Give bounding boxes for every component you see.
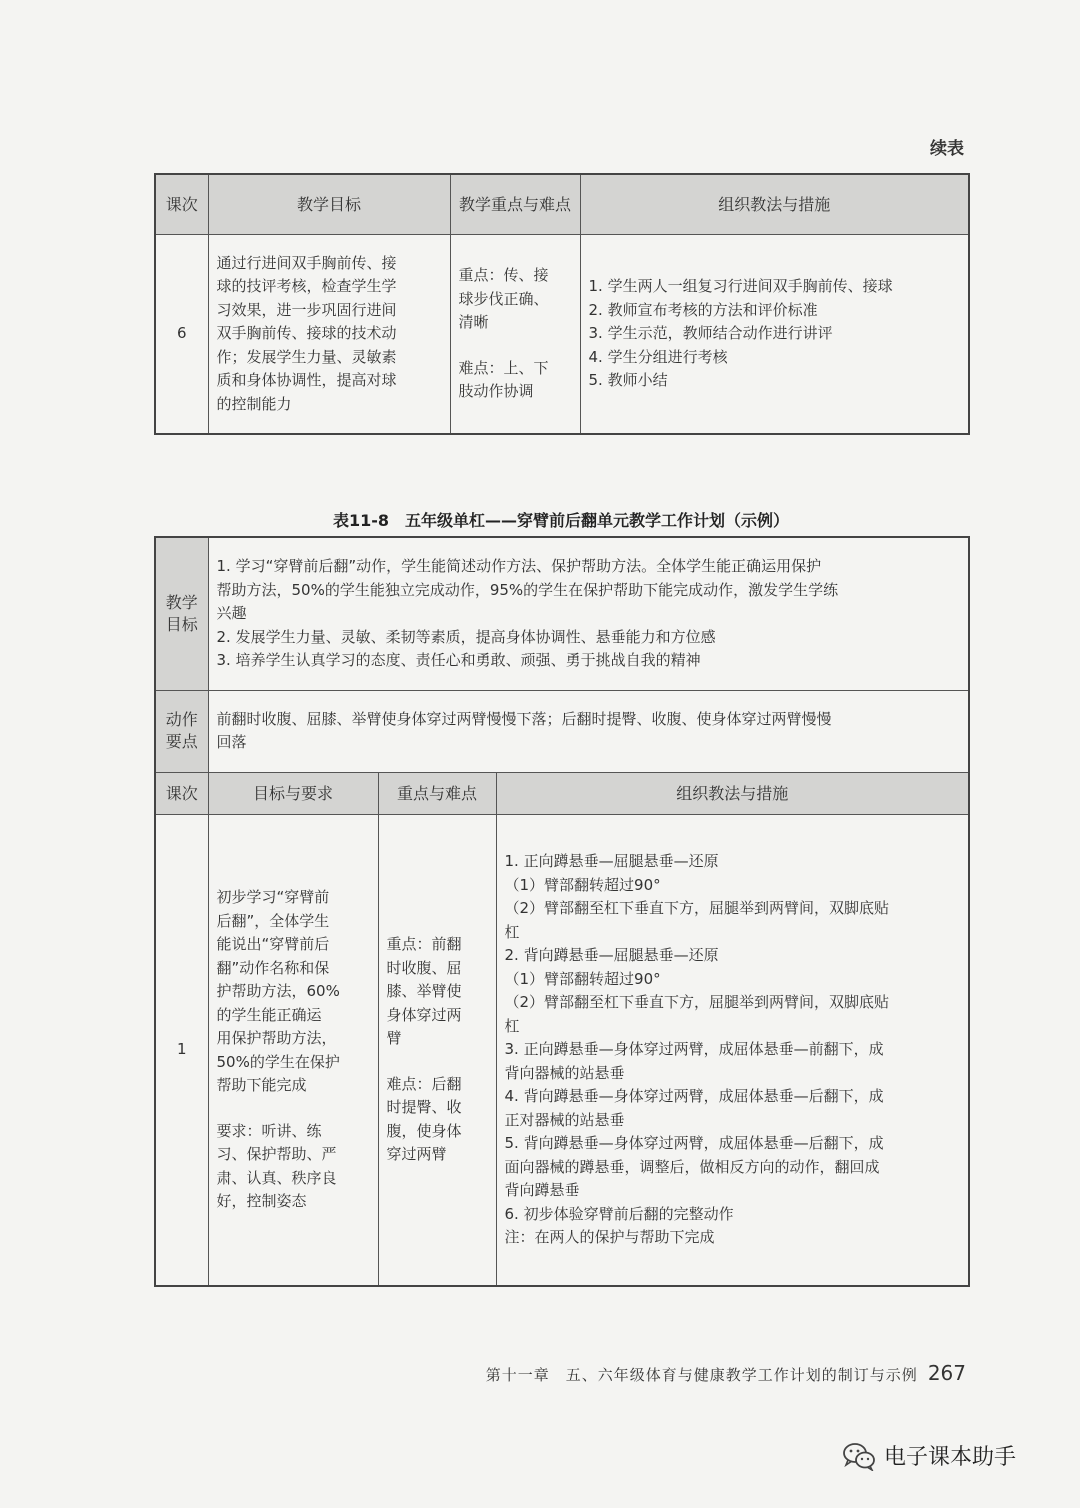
header-goal: 教学目标 [208,174,450,234]
lesson-methods: 1. 正向蹲悬垂—屈腿悬垂—还原 （1）臂部翻转超过90° （2）臂部翻至杠下垂直下方，屈腿举到两臂间，双脚底贴 杠 2. 背向蹲悬垂—屈腿悬垂—还原 （1）臂部翻转超过90° （2）臂部翻至杠下垂直下方，屈腿举到两臂间，双脚底贴 杠 3. 正向蹲悬垂—身体穿过两臂，成屈体悬垂—前翻下，成 背向器械的站悬垂 4. 背向蹲悬垂—身体穿过两臂，成屈体悬垂—后翻下，成 正对器械的站悬垂 5. 背向蹲悬垂—身体穿过两臂，成屈体悬垂—后翻下，成 面向器械的蹲悬垂，调整后，做相反方向的动作，翻回成 背向蹲悬垂 6. 初步体验穿臂前后翻的完整动作 注：在两人的保护与帮助下完成 [496,814,969,1286]
header-goal-requirement: 目标与要求 [208,772,378,814]
header-lesson: 课次 [155,772,208,814]
table-row [155,234,969,434]
table-row [155,814,969,1286]
lesson-key-difficulty: 重点：传、接 球步伐正确、 清晰 难点：上、下 肢动作协调 [450,234,580,434]
table-header-row [155,174,969,234]
key-points-row [155,690,969,772]
header-lesson: 课次 [155,174,208,234]
page-number: 267 [927,1361,966,1385]
lesson-methods: 1. 学生两人一组复习行进间双手胸前传、接球 2. 教师宣布考核的方法和评价标准 3. 学生示范，教师结合动作进行讲评 4. 学生分组进行考核 5. 教师小结 [580,234,969,434]
lesson-table-continued [154,173,970,435]
lesson-key-difficulty: 重点：前翻 时收腹、屈 膝、举臂使 身体穿过两 臂 难点：后翻 时提臀、收 腹，使身体 穿过两臂 [378,814,496,1286]
header-key-difficulty: 教学重点与难点 [450,174,580,234]
table-title: 表11-8 五年级单杠——穿臂前后翻单元教学工作计划（示例） [332,511,790,530]
table-header-row [155,772,969,814]
unit-plan-table [154,536,970,1287]
lesson-number: 6 [155,234,208,434]
header-methods: 组织教法与措施 [496,772,969,814]
continued-label: 续表 [930,139,964,159]
page-footer [486,1361,966,1385]
lesson-goal: 通过行进间双手胸前传、接 球的技评考核，检查学生学 习效果，进一步巩固行进间 双手胸前传、接球的技术动 作；发展学生力量、灵敏素 质和身体协调性，提高对球 的控制能力 [208,234,450,434]
key-points-label: 动作要点 [155,690,208,772]
brand-label: 电子课本助手 [884,1445,1017,1470]
key-points-content: 前翻时收腹、屈膝、举臂使身体穿过两臂慢慢下落；后翻时提臀、收腹、使身体穿过两臂慢慢 回落 [208,690,969,772]
header-key-difficulty: 重点与难点 [378,772,496,814]
wechat-icon [842,1441,876,1471]
brand-watermark [842,1440,1016,1471]
chapter-title: 第十一章 五、六年级体育与健康教学工作计划的制订与示例 [485,1366,918,1384]
goals-content: 1. 学习“穿臂前后翻”动作，学生能简述动作方法、保护帮助方法。全体学生能正确运用保护 帮助方法，50%的学生能独立完成动作，95%的学生在保护帮助下能完成动作，激发学生学练 兴趣 2. 发展学生力量、灵敏、柔韧等素质，提高身体协调性、悬垂能力和方位感 3. 培养学生认真学习的态度、责任心和勇敢、顽强、勇于挑战自我的精神 [208,537,969,690]
goals-row [155,537,969,690]
goals-label: 教学目标 [155,537,208,690]
header-methods: 组织教法与措施 [580,174,969,234]
lesson-goal-requirement: 初步学习“穿臂前 后翻”，全体学生 能说出“穿臂前后 翻”动作名称和保 护帮助方法，60% 的学生能正确运 用保护帮助方法， 50%的学生在保护 帮助下能完成 要求：听讲、练 习、保护帮助、严 肃、认真、秩序良 好，控制姿态 [208,814,378,1286]
lesson-number: 1 [155,814,208,1286]
